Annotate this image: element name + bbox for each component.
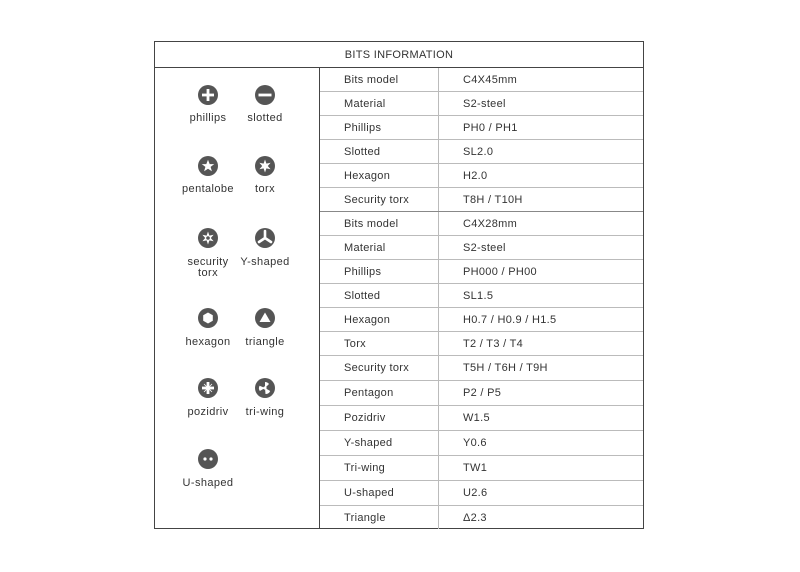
bit-label: tri-wing [245, 406, 285, 418]
table-row [320, 456, 643, 481]
spec-value: H0.7 / H0.9 / H1.5 [463, 313, 557, 326]
spec-key: Phillips [320, 260, 439, 283]
spec-value: T2 / T3 / T4 [463, 337, 524, 350]
spec-key: Slotted [320, 140, 439, 163]
spec-value: T8H / T10H [463, 193, 523, 206]
table-row [320, 188, 643, 212]
spec-key: Material [320, 236, 439, 259]
spec-key: Hexagon [320, 164, 439, 187]
spec-key: Pentagon [320, 381, 439, 405]
spec-value: Y0.6 [463, 437, 487, 449]
table-row [320, 381, 643, 406]
table-row [320, 236, 643, 260]
bit-label: torx [255, 183, 275, 195]
specs-table [320, 68, 643, 528]
hexagon-icon [198, 308, 218, 328]
spec-key: Tri-wing [320, 456, 439, 480]
bit-types-panel [155, 68, 320, 528]
table-row [320, 212, 643, 236]
spec-key: Bits model [320, 212, 439, 235]
table-row [320, 164, 643, 188]
spec-key: Material [320, 92, 439, 115]
spec-value: S2-steel [463, 97, 506, 110]
pozidriv-icon [198, 378, 218, 398]
table-row [320, 260, 643, 284]
u-shaped-icon [198, 449, 218, 469]
bit-label: U-shaped [182, 477, 234, 489]
spec-key: Phillips [320, 116, 439, 139]
table-row [320, 431, 643, 456]
torx-icon [255, 156, 275, 176]
spec-value: P2 / P5 [463, 387, 502, 399]
y-shaped-icon [255, 228, 275, 248]
bit-label: pozidriv [187, 406, 229, 418]
table-row [320, 481, 643, 506]
spec-key: U-shaped [320, 481, 439, 505]
spec-value: TW1 [463, 462, 488, 474]
bit-label: Y-shaped [240, 256, 290, 268]
tri-wing-icon [255, 378, 275, 398]
pentalobe-icon [198, 156, 218, 176]
spec-value: S2-steel [463, 241, 506, 254]
table-row [320, 308, 643, 332]
spec-key: Security torx [320, 188, 439, 211]
spec-value: U2.6 [463, 487, 488, 499]
spec-key: Hexagon [320, 308, 439, 331]
spec-value: SL2.0 [463, 145, 494, 158]
spec-key: Torx [320, 332, 439, 355]
bit-label: hexagon [185, 336, 231, 348]
table-row [320, 356, 643, 381]
spec-key: Triangle [320, 506, 439, 529]
spec-value: H2.0 [463, 169, 488, 182]
spec-value: C4X28mm [463, 217, 518, 230]
phillips-icon [198, 85, 218, 105]
table-row [320, 406, 643, 431]
table-row [320, 68, 643, 92]
spec-value: SL1.5 [463, 289, 494, 302]
table-row [320, 284, 643, 308]
spec-value: T5H / T6H / T9H [463, 362, 548, 374]
spec-key: Security torx [320, 356, 439, 380]
card-title: BITS INFORMATION [155, 42, 643, 68]
spec-value: W1.5 [463, 412, 490, 424]
spec-value: Δ2.3 [463, 511, 487, 524]
bit-label: security torx [187, 256, 229, 279]
bits-info-card [154, 41, 644, 529]
bit-label: pentalobe [182, 183, 234, 195]
triangle-icon [255, 308, 275, 328]
table-row [320, 92, 643, 116]
spec-key: Y-shaped [320, 431, 439, 455]
spec-value: C4X45mm [463, 73, 518, 86]
spec-key: Slotted [320, 284, 439, 307]
spec-key: Bits model [320, 68, 439, 91]
bit-label: triangle [245, 336, 285, 348]
spec-key: Pozidriv [320, 406, 439, 430]
spec-value: PH000 / PH00 [463, 265, 537, 278]
table-row [320, 140, 643, 164]
bit-label: slotted [247, 112, 283, 124]
bit-label: phillips [189, 112, 227, 124]
security-torx-icon [198, 228, 218, 248]
table-row [320, 332, 643, 356]
table-row [320, 506, 643, 529]
slotted-icon [255, 85, 275, 105]
spec-value: PH0 / PH1 [463, 121, 518, 134]
table-row [320, 116, 643, 140]
